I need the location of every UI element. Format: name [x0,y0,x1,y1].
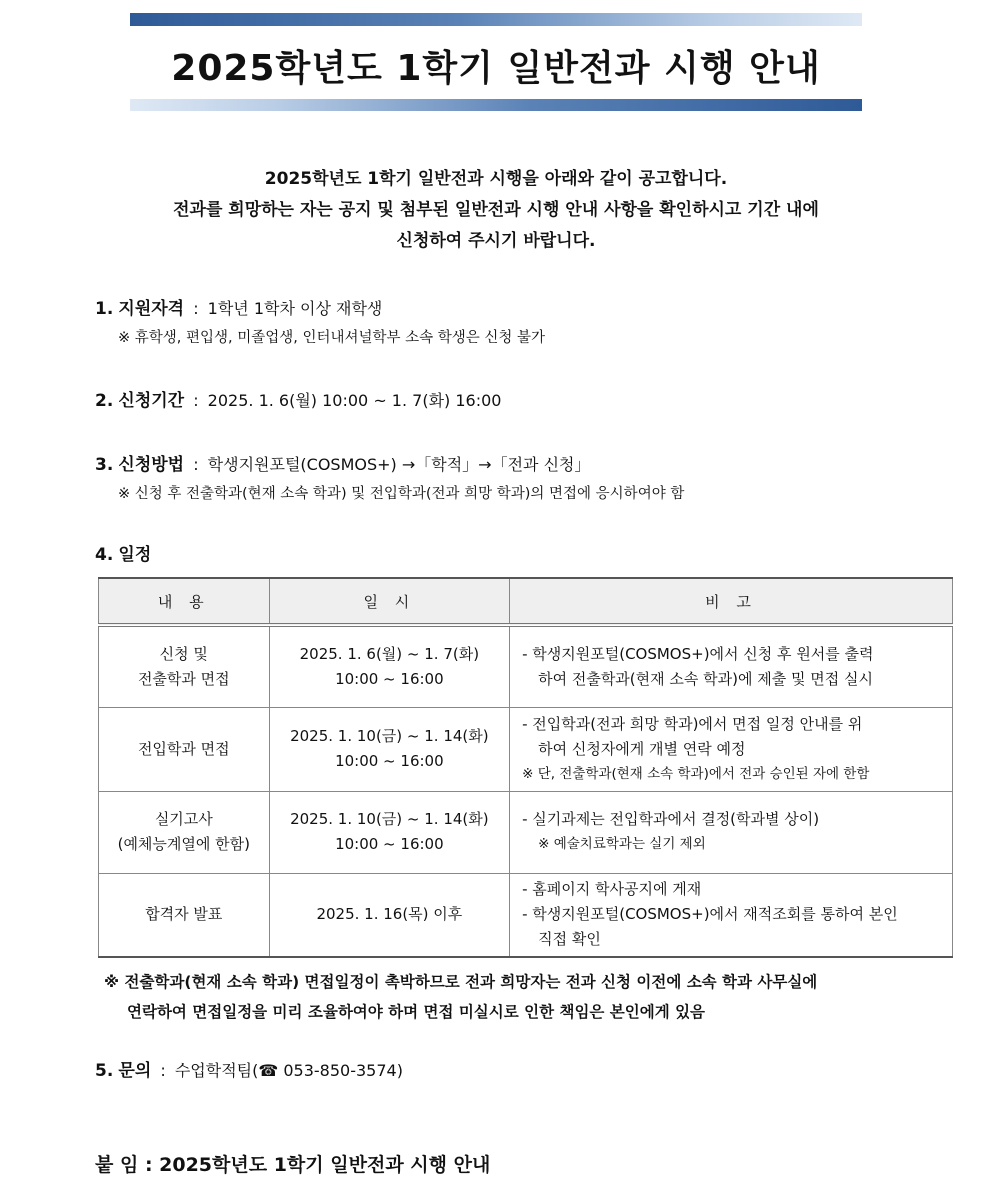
attachment-line: 붙 임 : 2025학년도 1학기 일반전과 시행 안내 [95,1154,491,1176]
memo-line: ※ 예술치료학과는 실기 제외 [538,836,706,852]
cell-line: 2025. 1. 10(금) ~ 1. 14(화) [290,810,489,828]
section-text: 2025. 1. 6(월) 10:00 ~ 1. 7(화) 16:00 [207,391,502,410]
section-colon: : [160,1061,166,1080]
cell-line: 전출학과 면접 [137,669,230,688]
content-cell [99,625,270,707]
cell-line: 10:00 ~ 16:00 [335,835,444,853]
schedule-warning-note [104,967,817,1027]
table-row [99,791,953,873]
table-row [99,873,953,957]
section-heading: 신청방법 [118,455,185,475]
section-heading: 신청기간 [118,391,185,411]
memo-line: 하여 신청자에게 개별 연락 예정 [538,739,746,758]
memo-line: - 학생지원포털(COSMOS+)에서 재적조회를 통하여 본인 [522,905,898,924]
datetime-cell [269,873,509,957]
content-cell [99,873,270,957]
intro-text [0,164,992,257]
section-eligibility [95,294,382,319]
table-header-row [99,578,953,625]
cell-line: (예체능계열에 한함) [117,835,250,853]
memo-line: - 전입학과(전과 희망 학과)에서 면접 일정 안내를 위 [522,714,863,733]
title-bottom-bar [130,99,862,111]
page-title: 2025학년도 1학기 일반전과 시행 안내 [171,48,821,89]
column-header: 내 용 [99,578,270,625]
memo-line: - 학생지원포털(COSMOS+)에서 신청 후 원서를 출력 [522,644,874,663]
cell-line: 신청 및 [159,644,208,663]
memo-cell [510,873,953,957]
section-number: 3. [95,455,114,475]
memo-cell [510,791,953,873]
intro-line: 2025학년도 1학기 일반전과 시행을 아래와 같이 공고합니다. [264,169,728,189]
section-heading: 지원자격 [118,299,185,319]
memo-line: - 홈페이지 학사공지에 게재 [522,880,702,899]
method-note: ※ 신청 후 전출학과(현재 소속 학과) 및 전입학과(전과 희망 학과)의 면접에 응시하여야 함 [118,486,685,502]
datetime-cell [269,791,509,873]
section-schedule [95,540,151,565]
cell-line: 2025. 1. 10(금) ~ 1. 14(화) [290,727,489,745]
content-cell [99,791,270,873]
section-number: 4. [95,545,114,565]
cell-line: 2025. 1. 6(월) ~ 1. 7(화) [299,644,480,663]
section-contact [95,1056,403,1081]
intro-line: 신청하여 주시기 바랍니다. [396,231,596,251]
section-colon: : [193,455,199,474]
section-heading: 문의 [118,1061,152,1081]
schedule-table [98,577,953,958]
table-row [99,625,953,707]
datetime-cell [269,707,509,791]
section-number: 2. [95,391,114,411]
section-period [95,386,501,411]
cell-line: 실기고사 [154,810,213,828]
table-row [99,707,953,791]
memo-cell [510,707,953,791]
memo-line: - 실기과제는 전입학과에서 결정(학과별 상이) [522,810,820,828]
section-text: 학생지원포털(COSMOS+) →「학적」→「전과 신청」 [207,455,591,474]
section-text: 1학년 1학차 이상 재학생 [207,299,383,318]
note-line: 연락하여 면접일정을 미리 조율하여야 하며 면접 미실시로 인한 책임은 본인에게 있음 [127,1003,706,1021]
cell-line: 전입학과 면접 [137,739,230,758]
memo-cell [510,625,953,707]
memo-line: 직접 확인 [538,930,601,949]
memo-line: 하여 전출학과(현재 소속 학과)에 제출 및 면접 실시 [538,669,873,688]
cell-line: 합격자 발표 [145,905,223,924]
section-colon: : [193,299,199,318]
section-heading: 일정 [118,545,152,565]
section-method [95,450,591,475]
section-number: 1. [95,299,114,319]
section-number: 5. [95,1061,114,1081]
cell-line: 2025. 1. 16(목) 이후 [316,905,463,924]
cell-line: 10:00 ~ 16:00 [335,669,444,688]
column-header: 일 시 [269,578,509,625]
content-cell [99,707,270,791]
note-line: ※ 전출학과(현재 소속 학과) 면접일정이 촉박하므로 전과 희망자는 전과 신청 이전에 소속 학과 사무실에 [104,973,818,991]
eligibility-note: ※ 휴학생, 편입생, 미졸업생, 인터내셔널학부 소속 학생은 신청 불가 [118,330,546,346]
title-top-bar [130,13,862,26]
memo-line: ※ 단, 전출학과(현재 소속 학과)에서 전과 승인된 자에 한함 [522,765,870,782]
intro-line: 전과를 희망하는 자는 공지 및 첨부된 일반전과 시행 안내 사항을 확인하시고 기간 내에 [173,200,819,220]
column-header: 비 고 [510,578,953,625]
section-colon: : [193,391,199,410]
datetime-cell [269,625,509,707]
section-text: 수업학적팀(☎ 053-850-3574) [174,1061,403,1080]
cell-line: 10:00 ~ 16:00 [335,752,444,770]
